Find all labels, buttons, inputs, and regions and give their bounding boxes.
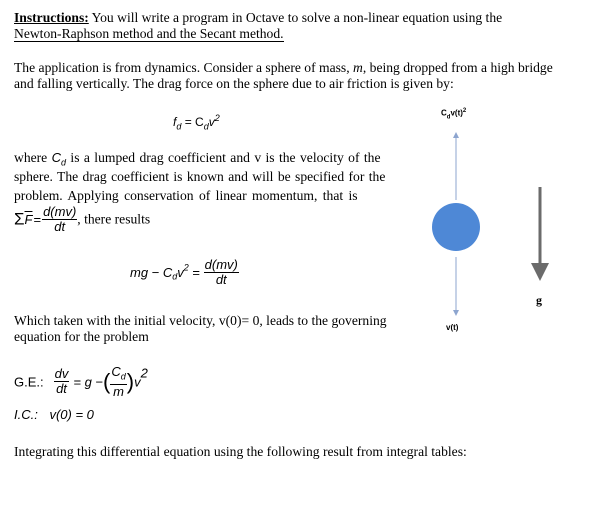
force-label-c: C	[441, 108, 447, 118]
governing-equation: G.E.: $\frac{dv}{dt}$ = g −( $\frac{C_d}{m}$ )$v^2$	[14, 364, 148, 399]
ge-label: G.E.:	[14, 374, 44, 390]
ic-expr: v(0) = 0	[49, 407, 94, 422]
gravity-label-text: g	[536, 293, 542, 307]
force-vector: $\overline{F}$	[24, 212, 33, 227]
drag-force-label	[441, 108, 466, 120]
ge-v: v	[134, 374, 141, 390]
ge-mid: = g −	[73, 374, 103, 390]
where-text-b: is a lumped drag coefficient and v is the velocity of the	[66, 150, 381, 165]
cd-symbol: C	[51, 150, 61, 165]
intro-text-a: The application is from dynamics. Consider a sphere of mass,	[14, 60, 354, 75]
force-label-sub: d	[446, 114, 451, 121]
drag-rhs: = C	[184, 115, 204, 129]
ge-cden: m	[113, 383, 124, 399]
final-text: Integrating this differential equation using the following result from integral tables:	[14, 444, 467, 459]
ge-num: dv	[54, 366, 69, 382]
instructions-text: You will write a program in Octave to solve a non-linear equation using the	[88, 10, 503, 25]
drag-rhs-sub: d	[203, 121, 209, 132]
sphere	[432, 203, 480, 251]
ge-den: dt	[56, 381, 67, 397]
force-label-sup: 2	[462, 108, 467, 114]
mass-symbol: m	[353, 60, 363, 75]
momentum-lhs-v: v	[177, 265, 184, 280]
momentum-den: dt	[215, 272, 227, 287]
where-text-a: where	[14, 150, 52, 165]
intro-text-c: and falling vertically. The drag force on the sphere due to air friction is given by:	[14, 76, 454, 91]
ge-cnum: C	[111, 364, 121, 379]
instructions-label: Instructions:	[14, 10, 89, 25]
velocity-label-text: v(t)	[446, 323, 459, 332]
which-text-b: equation for the problem	[14, 329, 149, 344]
drag-lhs-sub: d	[176, 121, 182, 132]
drag-rhs-sup: 2	[214, 113, 220, 123]
sum-den: dt	[54, 219, 66, 234]
momentum-lhs-sup: 2	[183, 262, 189, 273]
momentum-num: d(mv)	[204, 257, 238, 272]
instructions-methods: Newton-Raphson method and the Secant method.	[14, 26, 284, 41]
drag-rhs-v: v	[208, 115, 215, 129]
force-label-v: v(t)	[450, 108, 463, 118]
drag-lhs: f	[173, 115, 177, 129]
ic-label: I.C.:	[14, 407, 38, 422]
sum-eq: =	[33, 212, 42, 227]
ge-vsup: 2	[140, 365, 148, 381]
where-text-c: sphere. The drag coefficient is known and will be specified for the	[14, 169, 386, 184]
momentum-lhs: mg − C	[130, 265, 173, 280]
ge-cnum-sub: d	[120, 371, 126, 382]
sum-tail: , there results	[77, 211, 151, 227]
sum-num: d(mv)	[43, 204, 77, 219]
cd-sub: d	[61, 157, 67, 168]
where-text-d: problem. Applying conservation of linear momentum, that is	[14, 188, 358, 203]
gravity-label	[536, 292, 542, 308]
velocity-label	[446, 323, 458, 332]
which-text-a: Which taken with the initial velocity, v(0)= 0, leads to the governing	[14, 313, 387, 328]
sigma-symbol: Σ	[14, 209, 25, 229]
intro-text-b: , being dropped from a high bridge	[362, 60, 553, 75]
momentum-lhs-sub: d	[172, 271, 178, 282]
momentum-eq: =	[192, 265, 201, 280]
